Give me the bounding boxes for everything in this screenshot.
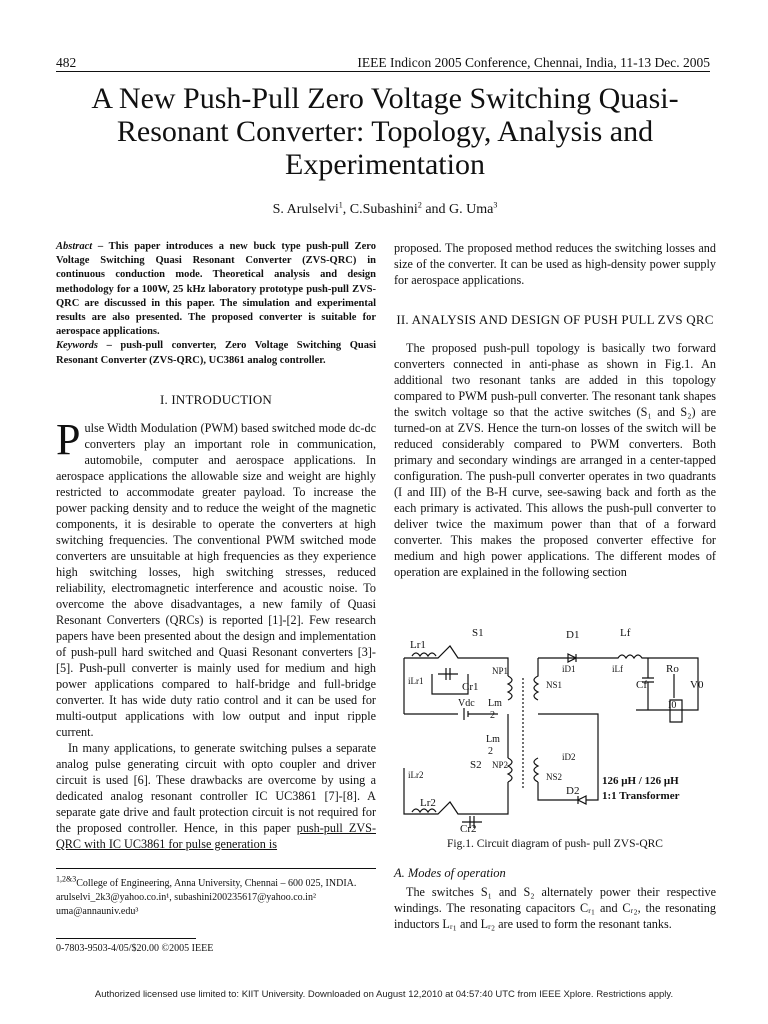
transformer-spec-inductance: 126 μH / 126 μH	[602, 775, 679, 787]
label-id1: iD1	[562, 664, 576, 674]
label-lm1-denominator: 2	[490, 710, 495, 721]
label-id2: iD2	[562, 752, 576, 762]
label-ro: Ro	[666, 663, 679, 675]
right-paragraph-0: proposed. The proposed method reduces the switching losses and size of the converter. It can be used as high-density power supply for aerospace applications.	[394, 241, 716, 287]
label-lm2-denominator: 2	[488, 746, 493, 757]
wire-output-bottom	[636, 708, 698, 710]
label-ns1: NS1	[546, 680, 563, 690]
right-paragraph-1: The proposed push-pull topology is basically two forward converters connected in anti-phase as shown in Fig.1. An additional two resonant tanks are added in this topology compared to PWM push-pull converter. The resonant tank shapes the switch voltage so that the active switches (S₁ and S₂) are turned-on at ZVS. Hence the turn-on losses of the switch will be reduced considerably compared to PWM converters. Both primary and secondary windings are arranged in a center-tapped configuration. The push-pull converter operates in two quadrants (I and III) of the B-H curve, see-sawing back and forth as the each primary is activated. This allows the push-pull converter to deliver twice the maximum power than that of a forward converter. This makes the proposed converter effective for medium and high power applications. The different modes of operation are explained in the following section	[394, 341, 716, 579]
winding-np2	[508, 758, 512, 782]
intro-paragraph-2-underlined: push-pull ZVS-QRC with IC UC3861 for pulse generation is	[56, 820, 376, 851]
keywords-label: Keywords	[56, 340, 98, 352]
abstract	[56, 240, 376, 339]
paper-title: A New Push-Pull Zero Voltage Switching Quasi-Resonant Converter: Topology, Analysis and Experimentation	[91, 82, 679, 181]
label-lm2: Lm	[486, 734, 500, 745]
label-cr2: Cr2	[460, 823, 477, 832]
author-1-affil: 1	[338, 200, 343, 210]
footnote-rule	[56, 868, 376, 869]
wire-d2-out	[586, 788, 598, 800]
copyright-notice	[56, 938, 213, 954]
label-vo: V0	[690, 679, 704, 691]
label-cr1: Cr1	[462, 681, 479, 693]
abstract-label: Abstract	[56, 241, 93, 252]
label-np2: NP2	[492, 760, 509, 770]
author-3: and G. Uma	[421, 202, 494, 217]
inductor-lr1	[412, 653, 436, 656]
label-cf: Cf	[636, 679, 647, 691]
author-2-affil: 2	[417, 200, 422, 210]
label-io: I0	[668, 700, 677, 711]
winding-np1	[508, 676, 512, 700]
label-ilf: iLf	[612, 664, 623, 674]
running-header	[56, 55, 710, 72]
footnote-emails: arulselvi_2k3@yahoo.co.in¹, subashini200235617@yahoo.co.in²	[56, 892, 316, 903]
transformer-spec-ratio: 1:1 Transformer	[602, 790, 680, 802]
footnote-marker: 1,2&3	[56, 874, 77, 884]
section-heading-analysis: II. ANALYSIS AND DESIGN OF PUSH PULL ZVS QRC	[396, 312, 714, 327]
subsection-heading: A. Modes of operation	[394, 866, 506, 880]
footnote-email-3: uma@annauniv.edu³	[56, 906, 139, 917]
label-d2: D2	[566, 785, 580, 797]
label-lr2: Lr2	[420, 797, 436, 809]
inductor-lr2	[412, 809, 436, 812]
source-vdc	[404, 708, 498, 720]
footnote-affiliation: College of Engineering, Anna University, Chennai – 600 025, INDIA.	[76, 878, 357, 889]
author-line	[40, 202, 730, 218]
right-column	[394, 240, 716, 580]
intro-paragraph-1	[56, 414, 376, 740]
author-2: , C.Subashini	[342, 202, 418, 217]
label-vdc: Vdc	[458, 698, 475, 709]
keywords	[56, 339, 376, 367]
intro-paragraph-2	[56, 740, 376, 852]
conference-name: IEEE Indicon 2005 Conference, Chennai, India, 11-13 Dec. 2005	[357, 55, 710, 70]
capacitor-cr1	[438, 668, 458, 680]
license-footer: Authorized licensed use limited to: KIIT University. Downloaded on August 12,2010 at 04:57:40 UTC from IEEE Xplore. Restrictions apply.	[94, 989, 674, 1000]
left-column	[56, 240, 376, 852]
footnote	[56, 868, 376, 919]
label-lr1: Lr1	[410, 639, 426, 651]
figure-caption: Fig.1. Circuit diagram of push- pull ZVS-QRC	[447, 838, 663, 850]
copyright-rule	[56, 938, 196, 939]
copyright-text: 0-7803-9503-4/05/$20.00 ©2005 IEEE	[56, 943, 214, 954]
label-lm1: Lm	[488, 698, 502, 709]
circuit-diagram	[398, 618, 720, 832]
label-np1: NP1	[492, 666, 509, 676]
drop-cap: P	[56, 414, 81, 464]
label-lf: Lf	[620, 627, 631, 639]
page-number: 482	[56, 55, 77, 70]
abstract-text: – This paper introduces a new buck type push-pull Zero Voltage Switching Quasi Resonant Converter (ZVS-QRC) in continuous conduction mode. Theoretical analysis and design methodology for a 100W, 25 kHz laboratory prototype push-pull ZVS-QRC are discussed in this paper. The simulation and experimental results are also presented. The proposed converter is suitable for aerospace applications.	[56, 241, 376, 338]
label-ns2: NS2	[546, 772, 563, 782]
winding-ns2	[534, 758, 538, 782]
right-paragraph-2: The switches S₁ and S₂ alternately power their respective windings. The resonating capacitors Cᵣ₁ and Cᵣ₂, the resonating inductors Lᵣ₁ and Lᵣ₂ are used to form the resonant tanks.	[394, 885, 716, 931]
winding-ns1	[534, 658, 538, 700]
author-3-affil: 3	[493, 200, 498, 210]
section-heading-introduction: I. INTRODUCTION	[159, 391, 273, 407]
label-ilr1: iLr1	[408, 676, 424, 686]
author-1: S. Arulselvi	[272, 202, 339, 217]
label-s1: S1	[472, 627, 484, 639]
diode-d2	[578, 796, 586, 804]
label-d1: D1	[566, 629, 580, 641]
intro-paragraph-1-text: ulse Width Modulation (PWM) based switched mode dc-dc converters play an important role in communication, automobile, computer and aerospace applications. In aerospace applications the allowable size and weight are highly restricted to accommodate greater payload. To increase the power packing density and to reduce the weight of the magnetic components, it is desirable to operate the converters at high switching frequencies. The conventional PWM switched mode converters are unsuitable at high frequencies as they experience high switching losses, high switching stresses, reduced reliability, electromagnetic interference and acoustic noise. To overcome the above disadvantages, a new family of Quasi Resonant Converters (QRCs) is reported [1]-[2]. Few research papers have been presented about the design and implementation of push-pull hard switched and Quasi Resonant converters [3]-[5]. Push-pull converter is mainly used for medium and high power applications compared to half-bridge and full-bridge converter. It has wide duty ratio control and it can be used for multi-output applications with low output and input ripple current.	[56, 420, 376, 739]
label-ilr2: iLr2	[408, 770, 424, 780]
intro-paragraph-2-text: In many applications, to generate switching pulses a separate analog pulse generating circuit with opto coupler and driver circuit is used [6]. These drawbacks are overcome by using a dedicated analog resonant controller IC UC3861 [7]-[8]. A separate gate drive and fault protection circuit is not required for the proposed controller. Hence, in this paper	[56, 740, 376, 835]
keywords-text: – push-pull converter, Zero Voltage Switching Quasi Resonant Converter (ZVS-QRC), UC3861 analog controller.	[56, 340, 376, 366]
label-s2: S2	[470, 759, 482, 771]
